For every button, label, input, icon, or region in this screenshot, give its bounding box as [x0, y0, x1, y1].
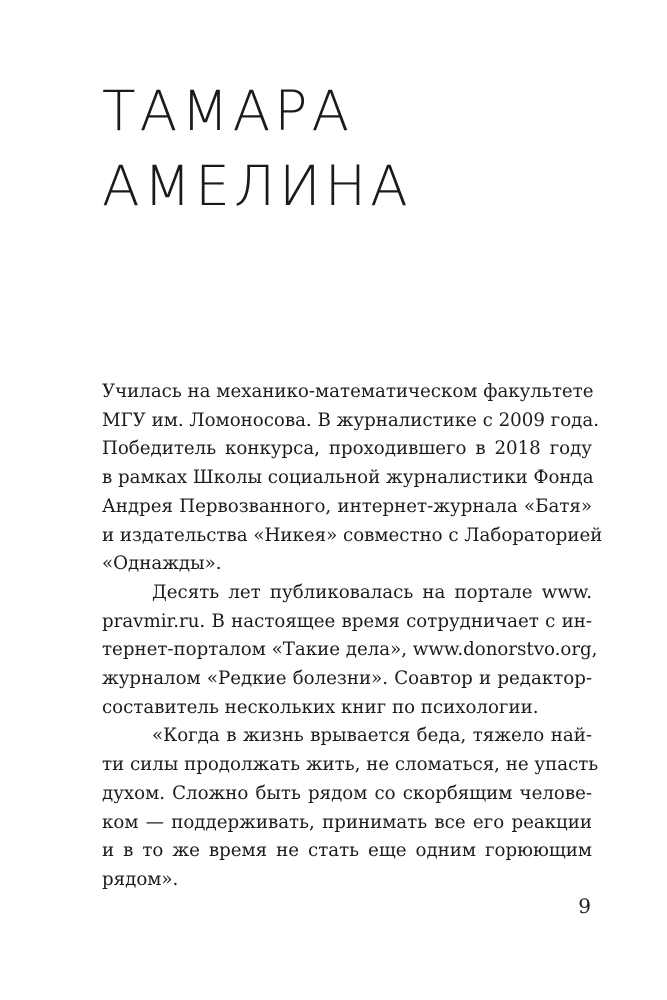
bio-line: «Однажды».	[102, 553, 222, 575]
bio-line: рядом».	[102, 868, 179, 890]
bio-line: pravmir.ru. В настоящее время сотрудничает с ин-	[102, 610, 592, 632]
bio-line: тернет-порталом «Такие дела», www.donorstvo.org,	[102, 639, 598, 661]
bio-line: Десять лет публиковалась на портале www.	[152, 581, 592, 603]
bio-line: журналом «Редкие болезни». Соавтор и редактор-	[102, 668, 592, 690]
bio-line: Андрея Первозванного, интернет-журнала «Батя»	[102, 495, 592, 517]
bio-line: духом. Сложно быть рядом со скорбящим челове-	[102, 782, 592, 804]
bio-line: Победитель конкурса, проходившего в 2018 году	[102, 438, 592, 460]
bio-line: Училась на механико-математическом факультете	[102, 381, 594, 402]
bio-line: «Когда в жизнь врывается беда, тяжело най-	[152, 725, 592, 747]
bio-line: и издательства «Никея» совместно с Лабораторией	[102, 524, 603, 546]
page-number: 9	[578, 894, 591, 918]
author-name	[102, 74, 412, 224]
author-first-name: ТАМАРА	[102, 79, 354, 143]
author-last-name: АМЕЛИНА	[102, 154, 412, 218]
bio-line: ти силы продолжать жить, не сломаться, не упасть	[102, 754, 599, 776]
bio-line: и в то же время не стать еще одним горюющим	[102, 840, 592, 862]
author-bio	[102, 378, 603, 895]
bio-line: в рамках Школы социальной журналистики Фонда	[102, 467, 594, 489]
bio-line: ком — поддерживать, принимать все его реакции	[102, 811, 592, 833]
bio-line: МГУ им. Ломоносова. В журналистике с 2009 года.	[102, 409, 599, 431]
bio-line: составитель нескольких книг по психологии.	[102, 696, 539, 718]
